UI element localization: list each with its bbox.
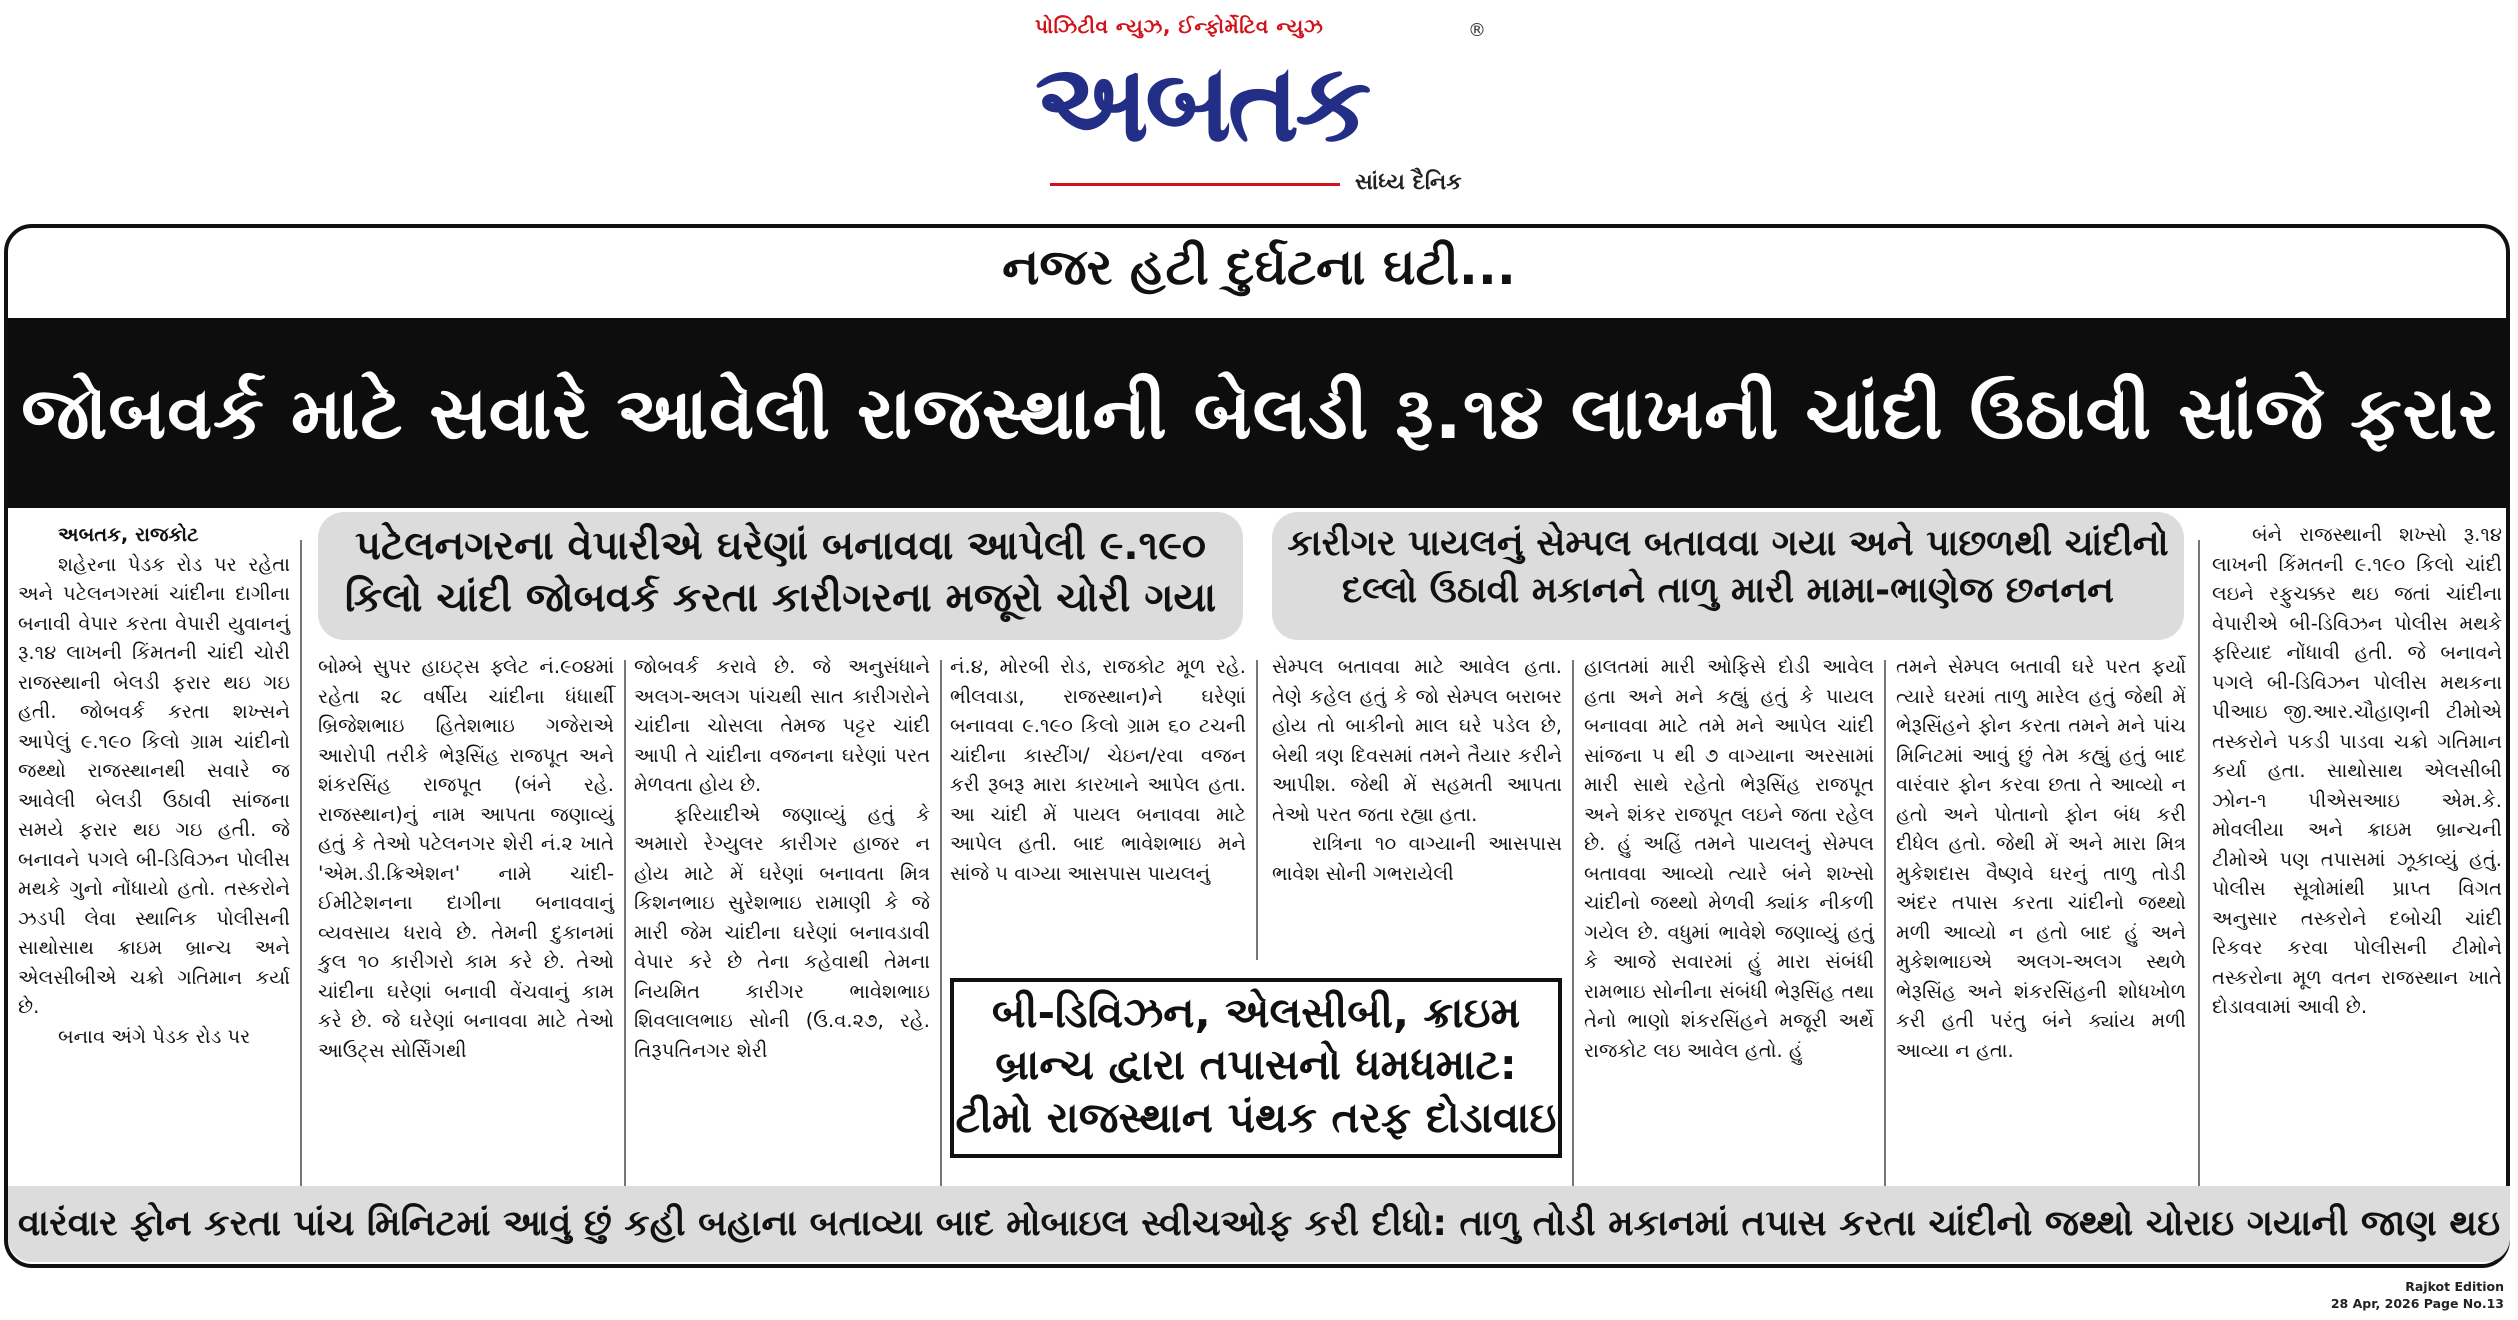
- edition-info: [2331, 1278, 2504, 1312]
- masthead: [0, 0, 2518, 215]
- dateline: અબતક, રાજકોટ: [58, 523, 199, 546]
- paragraph: નં.૪, મોરબી રોડ, રાજકોટ મૂળ રહે. ભીલવાડા, રાજસ્થાન)ને ઘરેણાં બનાવવા ૯.૧૯૦ કિલો ગ્રામ ૬૦ ટચની ચાંદીના કાસ્ટીંગ/ ચેઇન/રવા વજન કરી રૂબરૂ મારા કારખાને આપેલ હતા. આ ચાંદી મેં પાયલ બનાવવા માટે આપેલ હતી. બાદ ભાવેશભાઇ મને સાંજે ૫ વાગ્યા આસપાસ પાયલનું: [950, 655, 1246, 885]
- story-footer: વારંવાર ફોન કરતા પાંચ મિનિટમાં આવું છું કહી બહાના બતાવ્યા બાદ મોબાઇલ સ્વીચઓફ કરી દીધો: તાળુ તોડી મકાનમાં તપાસ કરતા ચાંદીનો જથ્થો ચોરાઇ ગયાની જાણ થઇ: [17, 1203, 2501, 1244]
- story-kicker: નજર હટી દુર્ઘટના ઘટી...: [1002, 238, 1516, 296]
- paragraph: બોમ્બે સુપર હાઇટ્સ ફ્લેટ નં.૯૦૪માં રહેતા ૨૮ વર્ષીય ચાંદીના ધંધાર્થી બ્રિજેશભાઇ હિતેશભાઇ ગજેરાએ આરોપી તરીકે ભેરૂસિંહ રાજપૂત અને શંકરસિંહ રાજપૂત (બંને રહે. રાજસ્થાન)નું નામ આપતા જણાવ્યું હતું કે તેઓ પટેલનગર શેરી નં.૨ ખાતે 'એમ.ડી.ક્રિએશન' નામે ચાંદી-ઈમીટેશનના દાગીના બનાવવાનું વ્યવસાય ધરાવે છે. તેમની દુકાનમાં કુલ ૧૦ કારીગરો કામ કરે છે. તેઓ ચાંદીના ઘરેણાં બનાવી વેંચવાનું કામ કરે છે. જે ઘરેણાં બનાવવા માટે તેઓ આઉટ્સ સોર્સિંગથી: [318, 655, 614, 1062]
- masthead-tagline: પોઝિટીવ ન્યુઝ, ઈન્ફોર્મેટિવ ન્યુઝ: [1035, 14, 1324, 38]
- story-headline: જોબવર્ક માટે સવારે આવેલી રાજસ્થાની બેલડી રૂ.૧૪ લાખની ચાંદી ઉઠાવી સાંજે ફરાર: [21, 371, 2497, 455]
- masthead-subtitle: સાંધ્ય દૈનિક: [1355, 170, 1462, 195]
- column-rule: [2198, 540, 2200, 1220]
- logo-text: અબતક: [1035, 42, 1368, 157]
- paragraph: તમને સેમ્પલ બતાવી ઘરે પરત ફર્યો ત્યારે ઘરમાં તાળુ મારેલ હતું જેથી મેં ભેરૂસિંહને ફોન કરતા તમને મને પાંચ મિનિટમાં આવું છું તેમ કહ્યું હતું બાદ વારંવાર ફોન કરવા છતા તે આવ્યો ન હતો અને પોતાનો ફોન બંધ કરી દીધેલ હતો. જેથી મેં અને મારા મિત્ર મુકેશદાસ વૈષ્ણવે ઘરનું તાળુ તોડી અંદર તપાસ કરતા ચાંદીનો જથ્થો મળી આવ્યો ન હતો બાદ હું અને મુકેશભાઇએ અલગ-અલગ સ્થળે ભેરૂસિંહ અને શંકરસિંહની શોધખોળ કરી હતી પરંતુ બંને ક્યાંય મળી આવ્યા ન હતા.: [1896, 655, 2186, 1062]
- subhead-left: પટેલનગરના વેપારીએ ઘરેણાં બનાવવા આપેલી ૯.૧૯૦ કિલો ચાંદી જોબવર્ક કરતા કારીગરના મજૂરો ચોરી ગયા: [318, 512, 1243, 640]
- subhead-right: કારીગર પાયલનું સેમ્પલ બતાવવા ગયા અને પાછળથી ચાંદીનો દલ્લો ઉઠાવી મકાનને તાળુ મારી મામા-ભાણેજ છનનન: [1272, 512, 2184, 640]
- registered-mark: ®: [1468, 20, 1486, 41]
- column-2: [318, 652, 614, 1065]
- paragraph: જોબવર્ક કરાવે છે. જે અનુસંધાને અલગ-અલગ પાંચથી સાત કારીગરોને ચાંદીના ચોસલા તેમજ પટ્ટર ચાંદી આપી તે ચાંદીના વજનના ઘરેણાં પરત મેળવતા હોય છે.: [634, 655, 930, 796]
- edition-date-page: 28 Apr, 2026 Page No.13: [2330, 1296, 2504, 1311]
- column-5: [1272, 652, 1562, 888]
- column-7: [1896, 652, 2186, 1065]
- edition-name: Rajkot Edition: [2405, 1279, 2504, 1294]
- paragraph: ફરિયાદીએ જણાવ્યું હતું કે અમારો રેગ્યુલર કારીગર હાજર ન હોય માટે મેં ઘરેણાં બનાવતા મિત્ર કિશનભાઇ સુરેશભાઇ રામાણી કે જે મારી જેમ ચાંદીના ઘરેણાં બનાવડાવી વેપાર કરે છે તેના કહેવાથી તેમના નિયમિત કારીગર ભાવેશભાઇ શિવલાલભાઇ સોની (ઉ.વ.૨૭, રહે. તિરૂપતિનગર શેરી: [634, 802, 930, 1062]
- column-rule: [300, 540, 302, 1220]
- paragraph: સેમ્પલ બતાવવા માટે આવેલ હતા. તેણે કહેલ હતું કે જો સેમ્પલ બરાબર હોય તો બાકીનો માલ ઘરે પડેલ છે, બેથી ત્રણ દિવસમાં તમને તૈયાર કરીને આપીશ. જેથી મેં સહમતી આપતા તેઓ પરત જતા રહ્યા હતા.: [1272, 655, 1562, 826]
- paragraph: શહેરના પેડક રોડ પર રહેતા અને પટેલનગરમાં ચાંદીના દાગીના બનાવી વેપાર કરતા વેપારી યુવાનનું રૂ.૧૪ લાખની કિંમતની ચાંદી ચોરી રાજસ્થાની બેલડી ફરાર થઇ ગઇ હતી. જોબવર્ક કરતા શખ્સને આપેલું ૯.૧૯૦ કિલો ગ્રામ ચાંદીનો જથ્થો રાજસ્થાનથી સવારે જ આવેલી બેલડી ઉઠાવી સાંજના સમયે ફરાર થઇ ગઇ હતી. જે બનાવને પગલે બી-ડિવિઝન પોલીસ મથકે ગુનો નોંધાયો હતો. તસ્કરોને ઝડપી લેવા સ્થાનિક પોલીસની સાથોસાથ ક્રાઇમ બ્રાન્ચ અને એલસીબીએ ચક્રો ગતિમાન કર્યા છે.: [18, 552, 290, 1018]
- column-rule: [1256, 660, 1258, 960]
- column-3: [634, 652, 930, 1065]
- paragraph: રાત્રિના ૧૦ વાગ્યાની આસપાસ ભાવેશ સોની ગભરાયેલી: [1272, 832, 1562, 885]
- column-8: [2212, 520, 2502, 1022]
- subtitle-rule: [1050, 183, 1340, 186]
- column-rule: [624, 660, 626, 1220]
- column-rule: [1572, 660, 1574, 1220]
- paragraph: બનાવ અંગે પેડક રોડ પર: [58, 1024, 251, 1048]
- abtak-logo: [1035, 42, 1475, 157]
- paragraph: હાલતમાં મારી ઓફિસે દોડી આવેલ હતા અને મને કહ્યું હતું કે પાયલ બનાવવા માટે તમે મને આપેલ ચાંદી સાંજના ૫ થી ૭ વાગ્યાના અરસામાં મારી સાથે રહેતો ભેરૂસિંહ રાજપૂત અને શંકર રાજપૂત લઇને જતા રહેલ છે. હું અહિં તમને પાયલનું સેમ્પલ બતાવવા આવ્યો ત્યારે બંને શખ્સો ચાંદીનો જથ્થો મેળવી ક્યાંક નીકળી ગયેલ છે. વધુમાં ભાવેશે જણાવ્યું હતું કે આજે સવારમાં હું મારા સંબંધી રામભાઇ સોનીના સંબંધી ભેરૂસિંહ તથા તેનો ભાણો શંકરસિંહને મજૂરી અર્થે રાજકોટ લઇ આવેલ હતો. હું: [1584, 655, 1874, 1062]
- paragraph: બંને રાજસ્થાની શખ્સો રૂ.૧૪ લાખની કિંમતની ૯.૧૯૦ કિલો ચાંદી લઇને રફુચક્કર થઇ જતાં ચાંદીના વેપારીએ બી-ડિવિઝન પોલીસ મથકે ફરિયાદ નોંધાવી હતી. જે બનાવને પગલે બી-ડિવિઝન પોલીસ મથકના પીઆઇ જી.આર.ચૌહાણની ટીમોએ તસ્કરોને પકડી પાડવા ચક્રો ગતિમાન કર્યા હતા. સાથોસાથ એલસીબી ઝોન-૧ પીએસઆઇ એમ.કે. મોવલીયા અને ક્રાઇમ બ્રાન્ચની ટીમોએ પણ તપાસમાં ઝૂકાવ્યું હતું. પોલીસ સૂત્રોમાંથી પ્રાપ્ત વિગત અનુસાર તસ્કરોને દબોચી ચાંદી રિકવર કરવા પોલીસની ટીમોને તસ્કરોના મૂળ વતન રાજસ્થાન ખાતે દોડાવવામાં આવી છે.: [2212, 523, 2502, 1018]
- column-4: [950, 652, 1246, 888]
- column-1: [18, 520, 290, 1051]
- column-6: [1584, 652, 1874, 1065]
- highlight-box: બી-ડિવિઝન, એલસીબી, ક્રાઇમ બ્રાન્ચ દ્વારા તપાસનો ધમધમાટ: ટીમો રાજસ્થાન પંથક તરફ દોડાવાઇ: [950, 978, 1562, 1158]
- column-rule: [940, 660, 942, 1220]
- column-rule: [1884, 660, 1886, 1220]
